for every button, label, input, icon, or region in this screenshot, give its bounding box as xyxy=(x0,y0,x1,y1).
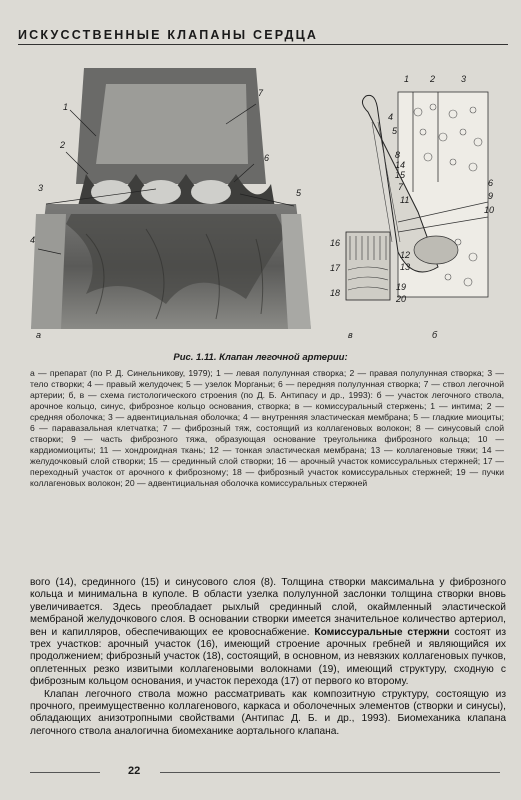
callout-b-2: 2 xyxy=(430,74,436,84)
callout-b-5: 5 xyxy=(392,126,398,136)
panel-label-c: в xyxy=(348,330,353,340)
paragraph-1-start: вого (14), срединного (15) и синусового слоя (8). Толщина створки максимальна у фиброзного кольца и минимальна в куполе. В области узелка полулунной заслонки толщина створки вновь увеличивается. Здесь преобладает рыхлый срединный слой, окаймленный эластической мембраной желудочкового слоя. В основании створки имеется значительное количество артериол, вен и капилляров, обеспечивающих ее кровоснабжение. xyxy=(30,577,506,638)
body-text xyxy=(30,577,506,738)
panel-label-b: б xyxy=(432,330,438,340)
callout-b-10: 10 xyxy=(484,205,495,215)
callout-c-17: 17 xyxy=(330,263,341,273)
callout-b-1: 1 xyxy=(404,74,410,84)
callout-a-3: 3 xyxy=(38,183,44,193)
commissural-rods-term: Комиссуральные стержни xyxy=(314,626,450,638)
footer-rule-left xyxy=(30,772,100,773)
callout-b-13: 13 xyxy=(400,262,411,272)
callout-b-3: 3 xyxy=(461,74,467,84)
callout-b-15: 15 xyxy=(395,170,406,180)
callout-c-19: 19 xyxy=(396,282,407,292)
page-number: 22 xyxy=(128,765,141,777)
running-header: ИСКУССТВЕННЫЕ КЛАПАНЫ СЕРДЦА xyxy=(18,28,508,45)
figure-caption-title: Рис. 1.11. Клапан легочной артерии: xyxy=(173,352,348,363)
specimen-illustration xyxy=(26,64,318,334)
callout-c-16: 16 xyxy=(330,238,341,248)
callout-b-9: 9 xyxy=(488,191,494,201)
callout-c-18: 18 xyxy=(330,288,341,298)
callout-a-1: 1 xyxy=(63,102,69,112)
callout-b-6: 6 xyxy=(488,178,494,188)
paragraph-1-end: состоят из трех участков: арочный участок (16), имеющий строение арочных гребней и являющийся их продолжением; фиброзный участок (18), состоящий, в основном, из невязких коллагеновых пучков, оплетенных резко извитыми коллагеновыми волокнами (19), имеющий структуру, сходную с фиброзным кольцом основания, и участок перехода (17) от первого ко второму. xyxy=(30,626,506,688)
footer-rule-right xyxy=(160,772,500,773)
paragraph-2: Клапан легочного ствола можно рассматривать как композитную структуру, состоящую из прочного, преимущественно коллагенового, каркаса и оболочечных элементов (створки и синусы), обладающих анизотропными свойствами (Антипас Д. Б. и др., 1993). Биомеханика клапана легочного ствола аналогична биомеханике аортального клапана. xyxy=(30,688,506,737)
paragraph-1 xyxy=(30,577,506,689)
callout-b-11: 11 xyxy=(400,195,410,205)
callout-a-6: 6 xyxy=(264,153,270,163)
callout-b-14: 14 xyxy=(395,160,406,170)
figure-1-11 xyxy=(0,50,521,350)
callout-a-7: 7 xyxy=(258,88,264,98)
panel-label-a: а xyxy=(36,330,42,340)
callout-b-12: 12 xyxy=(400,250,411,260)
commissural-rod-c xyxy=(344,230,392,302)
callout-c-20: 20 xyxy=(396,294,407,304)
callout-a-4: 4 xyxy=(30,235,36,245)
callout-a-5: 5 xyxy=(296,188,302,198)
callout-a-2: 2 xyxy=(60,140,66,150)
callout-b-7: 7 xyxy=(398,182,404,192)
figure-caption-text: а — препарат (по Р. Д. Синельникову, 1979); 1 — левая полулунная створка; 2 — правая полулунная створка; 3 — тело створки; 4 — правый желудочек; 5 — узелок Морганьи; 6 — передняя полулунная створка; 7 — ствол легочной артерии; б, в — схема гистологического строения (по Д. Б. Антипасу и др., 1993): б — участок легочного ствола, арочное кольцо, синус, фиброзное кольцо основания, створка; в — комиссуральный стержень; 1 — интима; 2 — средняя оболочка; 3 — адвентициальная оболочка; 4 — внутренняя эластическая мембрана; 5 — гладкие миоциты; 6 — паравазальная клетчатка; 7 — фиброзный тяж, состоящий из коллагеновых волокон; 8 — синусовый слой створки; 9 — часть фиброзного тяжа, образующая основание треугольника фиброзного кольца; 10 — кардиомиоциты; 11 — хондроидная ткань; 12 — тонкая эластическая мембрана; 13 — коллагеновые тяжи; 14 — желудочковый слой створки; 15 — срединный слой створки; 16 — арочный участок комиссуральных стержней; 17 — переходный участок от арочного к фиброзному; 18 — фиброзный участок комиссуральных стержней; 19 — пучки коллагеновых волокон; 20 — адвентициальная оболочка комиссуральных стержней xyxy=(30,368,504,488)
callout-b-4: 4 xyxy=(388,112,394,122)
callout-b-8: 8 xyxy=(395,150,401,160)
